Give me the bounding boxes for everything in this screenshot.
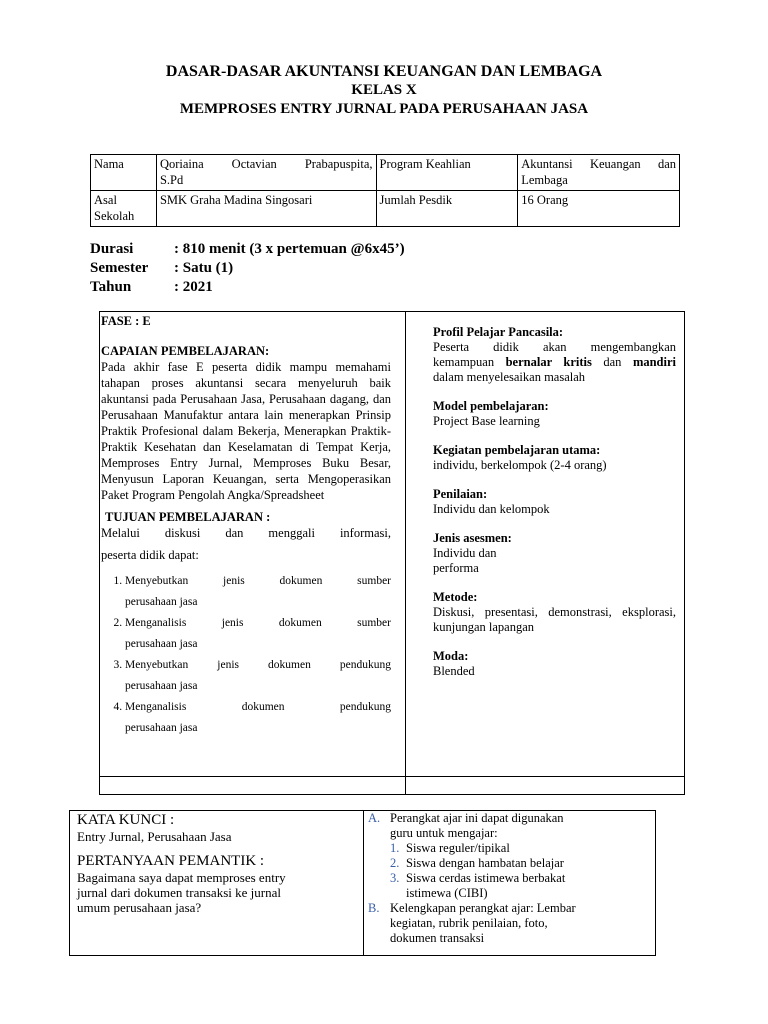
keyword-box-divider <box>363 810 364 956</box>
left-column <box>101 313 391 739</box>
column-divider <box>405 311 406 795</box>
kata-kunci-text: Entry Jurnal, Perusahaan Jasa <box>77 829 232 844</box>
tahun-value: : 2021 <box>174 279 213 295</box>
jenis-asesmen-section <box>433 531 676 576</box>
list-item: 3. Menyebutkan jenis dokumen pendukung perusahaan jasa <box>125 655 391 697</box>
durasi-label: Durasi <box>90 241 134 257</box>
asal-label-cell <box>91 191 157 227</box>
pertanyaan-heading: PERTANYAAN PEMANTIK : <box>77 853 265 869</box>
kegiatan-text: individu, berkelompok (2-4 orang) <box>433 458 607 472</box>
moda-section <box>433 649 676 679</box>
table-row <box>91 155 680 191</box>
list-item: 1. Menyebutkan jenis dokumen sumber perusahaan jasa <box>125 571 391 613</box>
jenis-heading: Jenis asesmen: <box>433 531 512 545</box>
durasi-row <box>90 240 405 259</box>
right-column <box>433 325 676 693</box>
penilaian-section <box>433 487 676 517</box>
moda-heading: Moda: <box>433 649 469 663</box>
tujuan-intro-line2: peserta didik dapat: <box>101 548 199 562</box>
semester-row <box>90 259 405 278</box>
kegiatan-section <box>433 443 676 473</box>
profil-section <box>433 325 676 385</box>
profil-bold-kritis: bernalar kritis <box>505 355 592 369</box>
marker-a: A. <box>368 811 381 825</box>
model-section <box>433 399 676 429</box>
list-item: 3. Siswa cerdas istimewa berbakat <box>390 871 566 885</box>
penilaian-text: Individu dan kelompok <box>433 502 550 516</box>
program-label: Program Keahlian <box>379 157 471 171</box>
jumlah-label: Jumlah Pesdik <box>379 193 453 207</box>
capaian-heading: CAPAIAN PEMBELAJARAN: <box>101 344 270 358</box>
capaian-text: Pada akhir fase E peserta didik mampu memahami tahapan proses akuntansi secara menyeluruh baik akuntansi pada Perusahaan Jasa, Perusahaan dagang, dan Perusahaan Manufaktur antara lain menerapkan Prinsip Praktik Profesional dalam Bekerja, Menerapkan Praktik- Praktik Kesehatan dan Keselamatan di Tempat Kerja, Memproses Entry Jurnal, Memproses Buku Besar, Menyusun Laporan Keuangan, serta Mengoperasikan Paket Program Pengolah Angka/Spreadsheet <box>101 360 391 502</box>
list-item-a: A. Perangkat ajar ini dapat digunakan <box>368 811 564 825</box>
jumlah-label-cell <box>376 191 518 227</box>
profil-text: Peserta didik akan mengembangkan kemampuan bernalar kritis dan mandiri dalam menyelesaikan masalah <box>433 340 676 384</box>
tujuan-heading: TUJUAN PEMBELAJARAN : <box>105 510 271 524</box>
model-text: Project Base learning <box>433 414 540 428</box>
sub-list <box>368 841 653 886</box>
marker-b: B. <box>368 901 380 915</box>
nama-value-line1: Qoriaina Octavian Prabapuspita, <box>159 157 373 171</box>
jenis-text-line1: Individu dan <box>433 546 497 560</box>
pertanyaan-text: Bagaimana saya dapat memproses entry jurnal dari dokumen transaksi ke jurnal umum perusahaan jasa? <box>77 870 286 915</box>
table-row <box>91 191 680 227</box>
tujuan-list <box>101 571 391 739</box>
durasi-value: : 810 menit (3 x pertemuan @6x45’) <box>174 241 405 257</box>
semester-value: : Satu (1) <box>174 260 234 276</box>
moda-text: Blended <box>433 664 475 678</box>
model-heading: Model pembelajaran: <box>433 399 549 413</box>
profil-bold-mandiri: mandiri <box>632 355 676 369</box>
meta-block <box>90 240 405 297</box>
topic-title: MEMPROSES ENTRY JURNAL PADA PERUSAHAAN JASA <box>179 101 589 117</box>
nama-label-cell <box>91 155 157 191</box>
asal-value: SMK Graha Madina Singosari <box>159 193 313 207</box>
nama-value-line2: S.Pd <box>159 173 184 187</box>
asal-label-line2: Sekolah <box>94 209 135 223</box>
list-item: 1. Siswa reguler/tipikal <box>390 841 510 855</box>
bottom-row-divider <box>99 776 685 777</box>
list-item: 4. Menganalisis dokumen pendukung perusahaan jasa <box>125 697 391 739</box>
nama-label: Nama <box>94 157 124 171</box>
identity-table <box>90 154 680 227</box>
list-item: 2. Siswa dengan hambatan belajar <box>390 856 564 870</box>
profil-heading: Profil Pelajar Pancasila: <box>433 325 564 339</box>
program-value-cell <box>518 155 680 191</box>
fase-label: FASE : E <box>101 314 151 328</box>
semester-label: Semester <box>90 260 149 276</box>
class-title: KELAS X <box>351 82 417 98</box>
tahun-label: Tahun <box>90 279 132 295</box>
kegiatan-heading: Kegiatan pembelajaran utama: <box>433 443 601 457</box>
jumlah-value-cell <box>518 191 680 227</box>
jenis-text-line2: performa <box>433 561 479 575</box>
nama-value-cell <box>156 155 376 191</box>
keyword-left <box>77 812 357 915</box>
program-value-line1: Akuntansi Keuangan dan <box>521 157 676 171</box>
asal-value-cell <box>156 191 376 227</box>
list-item-b: B. Kelengkapan perangkat ajar: Lembar <box>368 901 576 915</box>
document-title: DASAR-DASAR AKUNTANSI KEUANGAN DAN LEMBAGA <box>165 63 603 80</box>
metode-heading: Metode: <box>433 590 478 604</box>
program-label-cell <box>376 155 518 191</box>
jumlah-value: 16 Orang <box>521 193 569 207</box>
tujuan-intro-line1: Melalui diskusi dan menggali informasi, <box>101 526 391 540</box>
tahun-row <box>90 278 405 297</box>
keyword-right: A. Perangkat ajar ini dapat digunakan guru untuk mengajar: 1. Siswa reguler/tipikal 2. Siswa dengan hambatan belajar 3. Siswa cerdas istimewa berbakat istimewa (CIBI) B. Kelengkapan perangkat ajar: Lembar kegiatan, rubrik penilaian, foto, dokumen transaksi <box>368 811 653 946</box>
asal-label-line1: Asal <box>94 193 117 207</box>
metode-text: Diskusi, presentasi, demonstrasi, eksplorasi, kunjungan lapangan <box>433 605 676 634</box>
list-item: 2. Menganalisis jenis dokumen sumber perusahaan jasa <box>125 613 391 655</box>
penilaian-heading: Penilaian: <box>433 487 488 501</box>
kata-kunci-heading: KATA KUNCI : <box>77 812 175 828</box>
metode-section <box>433 590 676 635</box>
program-value-line2: Lembaga <box>521 173 568 187</box>
